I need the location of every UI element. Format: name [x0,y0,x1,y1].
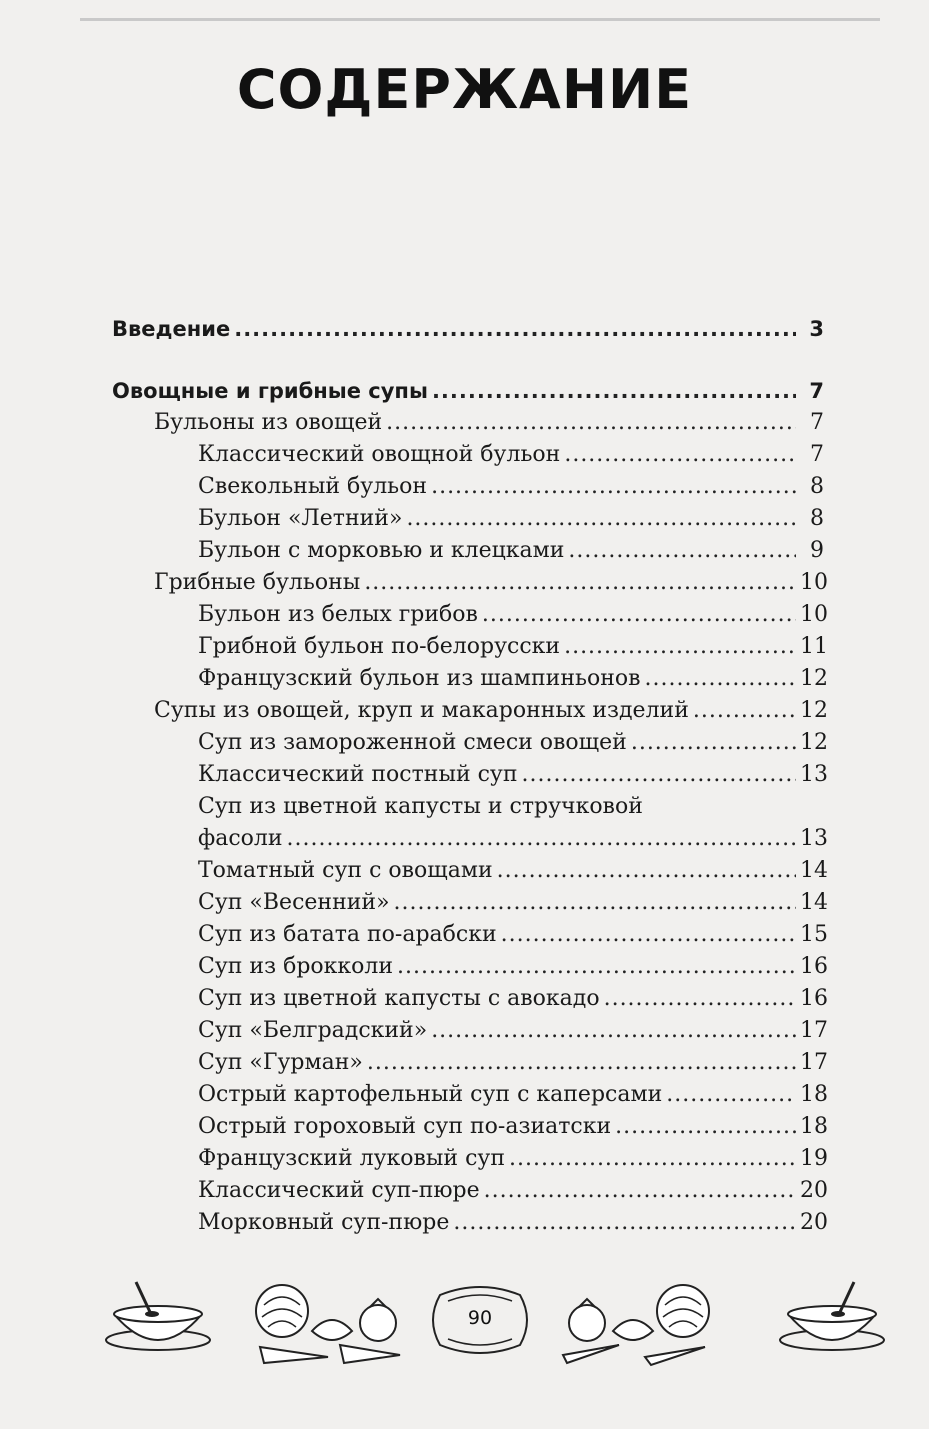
toc-entry[interactable] [112,855,828,887]
toc-page: 7 [810,410,824,435]
toc-label: Суп из батата по-арабски [198,922,497,947]
toc-page: 20 [800,1178,828,1203]
leader-dots [482,599,796,631]
leader-dots [615,1111,796,1143]
toc-page: 20 [800,1210,828,1235]
toc-page: 10 [800,570,828,595]
toc-entry[interactable] [112,471,824,503]
toc-label: Суп из замороженной смеси овощей [198,730,627,755]
toc-entry[interactable] [112,919,828,951]
toc-page: 11 [800,634,828,659]
toc-entry[interactable] [112,1143,828,1175]
toc-entry-section[interactable] [112,375,824,407]
toc-entry[interactable] [112,727,828,759]
toc-entry-intro[interactable] [112,313,824,345]
toc-page: 14 [800,858,828,883]
toc-label: Супы из овощей, круп и макаронных изделий [154,698,689,723]
toc-label: Острый гороховый суп по-азиатски [198,1114,612,1139]
leader-dots [564,631,796,663]
toc-entry-subsection[interactable] [112,567,828,599]
toc-entry[interactable] [112,887,828,919]
toc-entry[interactable] [112,759,828,791]
table-of-contents [112,313,828,1239]
toc-label: Введение [112,317,231,341]
toc-page: 7 [810,442,824,467]
toc-entry[interactable] [112,1047,828,1079]
toc-entry[interactable] [112,1111,828,1143]
toc-entry[interactable] [112,663,828,695]
toc-page: 8 [810,474,824,499]
leader-dots [234,313,796,345]
leader-dots [484,1175,796,1207]
leader-dots [631,727,796,759]
leader-dots [394,887,796,919]
toc-page: 17 [800,1018,828,1043]
toc-label: Острый картофельный суп с каперсами [198,1082,663,1107]
leader-dots [522,759,796,791]
soup-bowl-icon [770,1278,890,1358]
leader-dots [431,1015,796,1047]
leader-dots [568,535,796,567]
leader-dots [287,823,796,855]
leader-dots [509,1143,796,1175]
toc-page: 17 [800,1050,828,1075]
toc-page: 12 [800,730,828,755]
toc-label: Бульон «Летний» [198,506,403,531]
toc-label: Суп из брокколи [198,954,394,979]
toc-entry[interactable] [112,535,824,567]
toc-label: Французский бульон из шампиньонов [198,666,641,691]
toc-label: Грибные бульоны [154,570,361,595]
page-title: СОДЕРЖАНИЕ [236,58,693,121]
toc-page: 3 [809,317,824,341]
toc-entry[interactable] [112,599,828,631]
leader-dots [666,1079,796,1111]
leader-dots [406,503,796,535]
toc-label: Бульон из белых грибов [198,602,478,627]
toc-entry-wrapped-line[interactable]: Суп из цветной капусты и стручковой [198,794,643,819]
toc-page: 7 [809,379,824,403]
leader-dots [497,855,796,887]
leader-dots [386,407,796,439]
toc-entry[interactable] [112,1207,828,1239]
toc-entry[interactable] [112,439,824,471]
toc-label: Классический овощной бульон [198,442,561,467]
leader-dots [564,439,796,471]
toc-label: Морковный суп-пюре [198,1210,450,1235]
toc-entry-subsection[interactable] [112,695,828,727]
toc-entry[interactable] [112,503,824,535]
vegetables-icon [240,1275,410,1370]
toc-entry[interactable] [112,823,828,855]
toc-entry[interactable] [112,1015,828,1047]
toc-page: 19 [800,1146,828,1171]
toc-label: Суп «Белградский» [198,1018,428,1043]
toc-label: Французский луковый суп [198,1146,506,1171]
toc-label: Классический суп-пюре [198,1178,480,1203]
toc-page: 12 [800,698,828,723]
toc-page: 10 [800,602,828,627]
toc-label: Суп «Весенний» [198,890,390,915]
toc-page: 16 [800,986,828,1011]
toc-page: 18 [800,1082,828,1107]
toc-label: фасоли [198,826,283,851]
toc-page: 14 [800,890,828,915]
toc-label: Свекольный бульон [198,474,428,499]
leader-dots [432,375,796,407]
toc-entry[interactable] [112,1079,828,1111]
toc-page: 8 [810,506,824,531]
leader-dots [693,695,796,727]
page-number-frame [430,1285,530,1355]
toc-label: Бульон с морковью и клецками [198,538,565,563]
toc-label: Томатный суп с овощами [198,858,493,883]
toc-page: 13 [800,826,828,851]
leader-dots [453,1207,796,1239]
leader-dots [397,951,796,983]
toc-label: Суп «Гурман» [198,1050,363,1075]
toc-page: 9 [810,538,824,563]
toc-entry[interactable] [112,631,828,663]
leader-dots [645,663,797,695]
toc-label: Овощные и грибные супы [112,379,428,403]
top-rule [80,18,880,21]
toc-entry[interactable] [112,983,828,1015]
toc-page: 15 [800,922,828,947]
toc-label: Суп из цветной капусты с авокадо [198,986,600,1011]
leader-dots [501,919,796,951]
toc-entry-subsection[interactable] [112,407,824,439]
toc-entry[interactable] [112,1175,828,1207]
soup-bowl-icon [100,1278,220,1358]
toc-label: Классический постный суп [198,762,518,787]
toc-label: Грибной бульон по-белорусски [198,634,561,659]
toc-label: Бульоны из овощей [154,410,383,435]
leader-dots [431,471,796,503]
toc-page: 18 [800,1114,828,1139]
leader-dots [364,567,796,599]
leader-dots [604,983,796,1015]
leader-dots [367,1047,796,1079]
toc-page: 16 [800,954,828,979]
toc-entry[interactable] [112,951,828,983]
toc-page: 13 [800,762,828,787]
toc-page: 12 [800,666,828,691]
page-number: 90 [467,1307,493,1329]
vegetables-icon [555,1275,725,1370]
